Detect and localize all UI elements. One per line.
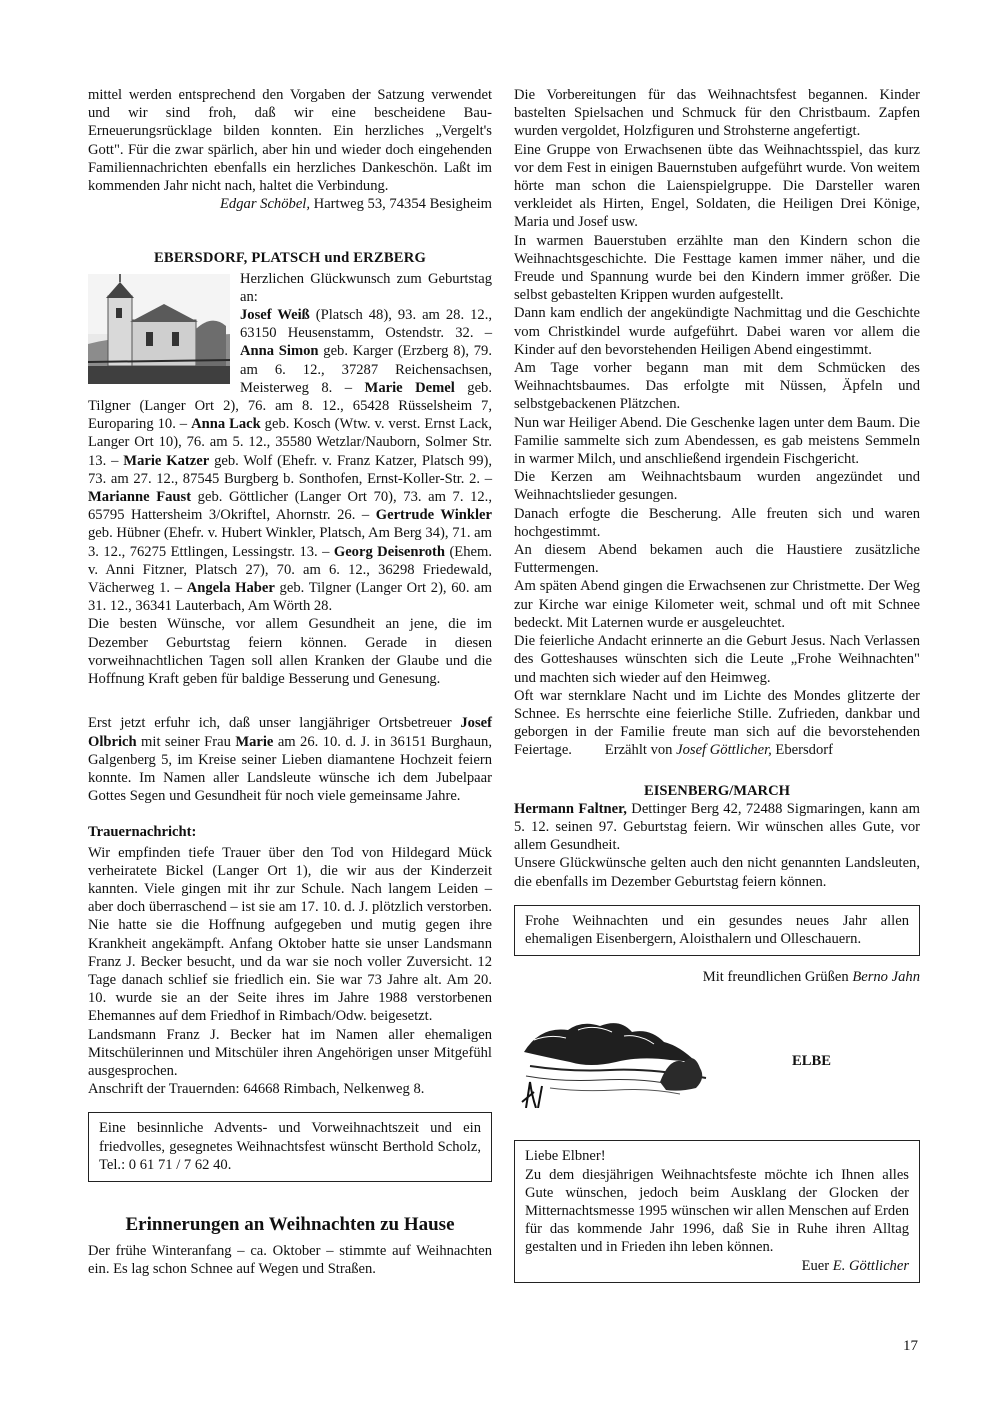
memories-start: Der frühe Winteranfang – ca. Oktober – stimmte auf Weihnachten ein. Es lag schon Schnee auf Wegen und Straßen. <box>88 1243 492 1278</box>
memories-paragraph: Die Kerzen am Weihnachtsbaum wurden angezündet und Weihnachtslieder gesungen. <box>514 469 920 504</box>
birthday-details: (Platsch 48), 93. am 28. 12., 63150 Heusenstamm, Ostendstr. 32. – <box>240 307 493 342</box>
mourning-paragraph: Wir empfinden tiefe Trauer über den Tod von Hildegard Mück verheiratete Bickel (Langer Ort 1), die wir aus der Kinderzeit kannten. Viele gingen mit ihr zur Schule. Nach langem Leiden – aber doch überraschend – ist sie am 17. 10. d. J. plötzlich verstorben. Nie hatte sie die Hoffnung aufgegeben und mutig gegen ihre Krankheit angekämpft. Anfang Oktober hatte sie unser Landsmann Franz J. Becker besucht, und da war sie noch voller Zuversicht. 12 Tage danach schlief sie friedlich ein. Sie war 73 Jahre alt. Am 20. 10. wurde sie an der Seite ihres im Jahre 1988 verstorbenen Ehemannes auf dem Friedhof in Rimbach/Odw. beigesetzt. <box>88 844 492 1025</box>
page-number: 17 <box>903 1338 918 1354</box>
birthday-details: geb. Wolf (Ehefr. v. Franz Katzer, Platsch 99), 73. am 27. 12., 87545 Burgberg b. Sonthofen, Ernst-Koller-Str. 2. – <box>88 452 493 487</box>
olbrich-name: Josef Olbrich <box>88 715 492 750</box>
elbe-greeting-text: Zu dem diesjährigen Weihnachtsfeste möchte ich Ihnen alles Gute wünschen, jedoch beim Ausklang der Glocken der Mitternachtsmesse 1995 wünschen wir allen Menschen auf Erden für das kommende Jahr 1996, daß Sie in Ruhe ihren Alltag gestalten und in Frieden ihn leben können. <box>525 1166 909 1256</box>
birthday-name: Anna Lack <box>191 416 261 433</box>
birthday-intro: Herzlichen Glückwunsch zum Geburtstag an: <box>240 270 492 305</box>
greeting-line <box>514 968 920 986</box>
eisenberg-greeting-box <box>514 905 920 956</box>
birthday-name: Josef Weiß <box>240 307 310 324</box>
olbrich-text: mit seiner Frau <box>136 733 236 750</box>
birthday-name: Georg Deisenroth <box>333 543 446 560</box>
olbrich-paragraph <box>88 714 492 805</box>
section-title-ebersdorf: EBERSDORF, PLATSCH und ERZBERG <box>153 250 426 267</box>
olbrich-text: am 26. 10. d. J. in 36151 Burghaun, Galgenberg 5, im Kreise seiner Lieben diamantene Hochzeit feiern konnte. Im Namen aller Landsleute wünsche ich dem Jubelpaar Gottes Segen und Gesundheit für noch viele gemeinsame Jahre. <box>88 733 492 805</box>
signature-address: Hartweg 53, 74354 Besigheim <box>310 196 492 213</box>
memories-paragraph: Danach erfogte die Bescherung. Alle freuten sich und waren hochgestimmt. <box>514 505 920 540</box>
faltner-more: Unsere Glückwünsche gelten auch den nicht genannten Landsleuten, die ebenfalls im Dezember Geburtstag feiern können. <box>514 855 920 890</box>
memories-paragraph: Eine Gruppe von Erwachsenen übte das Weihnachtsspiel, das kurz vor dem Fest in einigen Bauernstuben aufgeführt wurde. Von weitem hörte man schon die Laienspielgruppe. Die Darsteller waren verkleidet als Hirten, Engel, Soldaten, die Heiligen Drei Könige, Maria und Josef usw. <box>514 141 920 231</box>
memories-title: Erinnerungen an Weihnachten zu Hause <box>125 1213 455 1235</box>
elbe-greeting-box <box>514 1140 920 1282</box>
memories-paragraph: Nun war Heiliger Abend. Die Geschenke lagen unter dem Baum. Die Familie sammelte sich zum Abendessen, es gab meistens Semmeln in warmer Milch, und anschließend irgendein Fischgericht. <box>514 414 920 468</box>
elbe-header <box>514 1012 920 1112</box>
signature-name: Edgar Schöbel, <box>220 196 310 213</box>
wishes-paragraph: Die besten Wünsche, vor allem Gesundheit an jene, die im Dezember Geburtstag feiern können. Gerade in diesen vorweihnachtlichen Tagen soll allen Kranken der Glaube und die Hoffnung Kraft geben für baldige Besserung und Genesung. <box>88 616 492 688</box>
memories-paragraph: Die feierliche Andacht erinnerte an die Geburt Jesus. Nach Verlassen des Gotteshauses wünschten sich die Leute „Frohe Weihnachten" und machten sich wieder auf den Heimweg. <box>514 633 920 686</box>
left-column <box>88 86 492 1279</box>
birthday-name: Marie Katzer <box>123 452 210 469</box>
memories-paragraph: Dann kam endlich der angekündigte Nachmittag und die Geschichte vom Christkindel wurde aufgeführt. Dabei waren vor allem die Kinder auf den bevorstehenden Heiligen Abend eingestimmt. <box>514 305 920 358</box>
mourning-becker: Landsmann Franz J. Becker hat im Namen aller ehemaligen Mitschülerinnen und Mitschüler ihren Angehörigen unser Mitgefühl ausgesprochen. <box>88 1026 492 1079</box>
birthday-details: geb. Tilgner (Langer Ort 2), 76. am 8. 12., 65428 Rüsselsheim 7, Europaring 10. – <box>88 379 492 433</box>
birthday-name: Marianne Faust <box>88 489 192 506</box>
memories-paragraph: Am späten Abend gingen die Erwachsenen zur Christmette. Der Weg zur Kirche war einige Kilometer weit, schmal und oft mit Schnee bedeckt. Mit Laternen wurde er ausgeleuchtet. <box>514 578 920 631</box>
signature-line <box>88 195 492 213</box>
birthday-details: geb. Göttlicher (Langer Ort 70), 73. am 7. 12., 65795 Hattersheim 3/Okriftel, Ahornstr. 26. – <box>88 489 492 524</box>
birthday-details: geb. Tilgner (Langer Ort 2), 60. am 31. 12., 36341 Lauterbach, Am Wörth 28. <box>88 580 492 615</box>
intro-paragraph: mittel werden entsprechend den Vorgaben der Satzung verwendet und wir sind froh, daß wir eine bescheidene Bau-Erneuerungsrücklage bilden konnten. Ein herzliches „Vergelt's Gott". Für die zwar spärlich, aber hin und wieder doch eingehenden Familiennachrichten ebenfalls ein herzliches Dankeschön. Laßt im kommenden Jahr nicht nach, haltet die Verbindung. <box>88 87 492 195</box>
mourning-address: Anschrift der Trauernden: 64668 Rimbach, Nelkenweg 8. <box>88 1081 425 1098</box>
right-column <box>514 86 920 1283</box>
section-title-elbe: ELBE <box>792 1053 831 1070</box>
faltner-text: Dettinger Berg 42, 72488 Sigmaringen, kann am 5. 12. seinen 97. Geburtstag feiern. Wir wünschen alles Gute, vor allem Gesundheit. <box>514 800 920 854</box>
elbe-signature-prefix: Euer <box>801 1257 833 1274</box>
elbe-landscape-drawing <box>520 1012 710 1108</box>
memories-last-paragraph <box>514 687 920 760</box>
faltner-name: Hermann Faltner, <box>514 800 627 817</box>
elbe-salute: Liebe Elbner! <box>525 1148 606 1165</box>
greeting-name: Berno Jahn <box>852 969 920 986</box>
section-title-eisenberg: EISENBERG/MARCH <box>644 782 790 799</box>
mourning-title: Trauernachricht: <box>88 824 197 841</box>
memories-paragraph: In warmen Bauerstuben erzählte man den Kindern schon die Weihnachtsgeschichte. Die Festtage kamen immer näher, und die Freude und Spannung wurde bei den Kindern immer größer. Die selbst gebastelten Krippen wurden aufgestellt. <box>514 232 920 304</box>
birthday-details: geb. Hübner (Ehefr. v. Hubert Winkler, Platsch, Am Berg 34), 71. am 3. 12., 76275 Ettlingen, Lessingstr. 13. – <box>88 525 492 560</box>
advent-greeting-box <box>88 1112 492 1182</box>
elbe-signature-name: E. Göttlicher <box>832 1257 909 1274</box>
greeting-text: Mit freundlichen Grüßen <box>702 969 853 986</box>
memories-paragraph: Am Tage vorher begann man mit dem Schmücken des Weihnachtsbaumes. Das erfolgte mit Nüssen, Äpfeln und selbstgebackenen Plätzchen. <box>514 360 920 413</box>
told-by-label: Erzählt von <box>604 742 677 759</box>
birthday-details: geb. Karger (Erzberg 8), 79. am 6. 12., 37287 Reichensachsen, Meisterweg 8. – <box>240 343 492 396</box>
told-by-place: Ebersdorf <box>771 742 833 759</box>
birthday-details: geb. Kosch (Wtw. v. verst. Ernst Lack, Langer Ort 10), 76. am 5. 12., 35580 Wetzlar/Nauborn, Solmer Str. 13. – <box>88 416 492 469</box>
birthday-name: Gertrude Winkler <box>375 507 492 524</box>
church-photo <box>88 274 230 384</box>
advent-greeting-text: Eine besinnliche Advents- und Vorweihnachtszeit und ein friedvolles, gesegnetes Weihnachtsfest wünscht Berthold Scholz, Tel.: 0 61 71 / 7 62 40. <box>99 1120 481 1173</box>
told-by-name: Josef Göttlicher, <box>676 742 772 759</box>
memories-paragraph: Die Vorbereitungen für das Weihnachtsfest begannen. Kinder bastelten Spielsachen und Schmuck für den Christbaum. Zapfen wurden vergoldet, Holzfiguren und Strohsterne angefertigt. <box>514 87 920 140</box>
birthday-name: Anna Simon <box>240 343 319 360</box>
olbrich-wife: Marie <box>235 733 274 750</box>
elbe-signature <box>525 1257 909 1275</box>
birthday-name: Angela Haber <box>186 580 275 597</box>
olbrich-text: Erst jetzt erfuhr ich, daß unser langjähriger Ortsbetreuer <box>88 715 461 732</box>
memories-last-text: Oft war sternklare Nacht und im Lichte des Mondes glitzerte der Schnee. Es herrschte eine feierliche Stille. Zufrieden, dankbar und geborgen in der Familie freute man sich auf die bevorstehenden Feiertage. <box>514 687 920 759</box>
birthday-details: (Ehem. v. Anni Fitzner, Platsch 27), 70. am 6. 12., 36298 Friedewald, Vächerweg 1. – <box>88 543 492 597</box>
memories-paragraph: An diesem Abend bekamen auch die Haustiere zusätzliche Futtermengen. <box>514 542 920 577</box>
faltner-paragraph <box>514 800 920 855</box>
eisenberg-greeting-text: Frohe Weihnachten und ein gesundes neues Jahr allen ehemaligen Eisenbergern, Aloisthalern und Olleschauern. <box>525 912 909 947</box>
birthday-name: Marie Demel <box>364 379 455 396</box>
birthday-block <box>88 270 492 616</box>
